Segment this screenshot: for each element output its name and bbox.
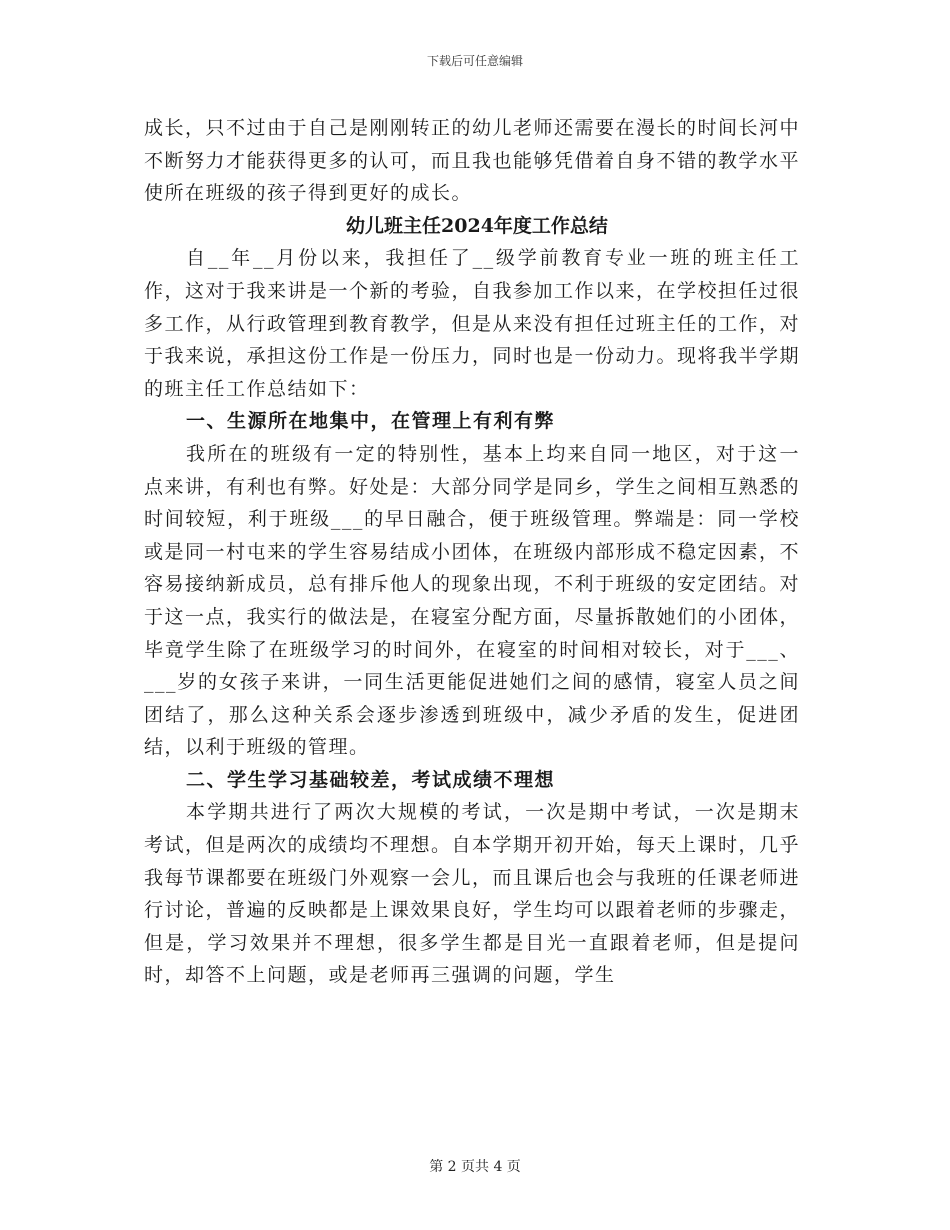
section-heading-2: 二、学生学习基础较差，考试成绩不理想	[186, 768, 556, 791]
paragraph-3: 本学期共进行了两次大规模的考试，一次是期中考试，一次是期末考试，但是两次的成绩均不理想。自本学期开初开始，每天上课时，几乎我每节课都要在班级门外观察一会儿，而且课后也会与我班的任课老师进行讨论，普遍的反映都是上课效果良好，学生均可以跟着老师的步骤走，但是，学习效果并不理想，很多学生都是目光一直跟着老师，但是提问时，却答不上问题，或是老师再三强调的问题，学生	[144, 801, 801, 987]
paragraph-1: 自__年__月份以来，我担任了__级学前教育专业一班的班主任工作，这对于我来讲是一个新的考验，自我参加工作以来，在学校担任过很多工作，从行政管理到教育教学，但是从来没有担任过班主任的工作，对于我来说，承担这份工作是一份压力，同时也是一份动力。现将我半学期的班主任工作总结如下：	[144, 247, 801, 400]
paragraph-2: 我所在的班级有一定的特别性，基本上均来自同一地区，对于这一点来讲，有利也有弊。好处是：大部分同学是同乡，学生之间相互熟悉的时间较短，利于班级___的早日融合，便于班级管理。弊端是：同一学校或是同一村屯来的学生容易结成小团体，在班级内部形成不稳定因素，不容易接纳新成员，总有排斥他人的现象出现，不利于班级的安定团结。对于这一点，我实行的做法是，在寝室分配方面，尽量拆散她们的小团体，毕竟学生除了在班级学习的时间外，在寝室的时间相对较长，对于___、___岁的女孩子来讲，一同生活更能促进她们之间的感情，寝室人员之间团结了，那么这种关系会逐步渗透到班级中，减少矛盾的发生，促进团结，以利于班级的管理。	[144, 442, 801, 759]
page-number-footer: 第 2 页共 4 页	[429, 1159, 521, 1175]
intro-paragraph: 成长，只不过由于自己是刚刚转正的幼儿老师还需要在漫长的时间长河中不断努力才能获得更多的认可，而且我也能够凭借着自身不错的教学水平使所在班级的孩子得到更好的成长。	[144, 117, 801, 205]
document-title: 幼儿班主任2024年度工作总结	[346, 214, 608, 237]
page-header: 下载后可任意编辑	[426, 54, 523, 68]
section-heading-1: 一、生源所在地集中，在管理上有利有弊	[186, 410, 556, 433]
document-body	[144, 112, 800, 992]
